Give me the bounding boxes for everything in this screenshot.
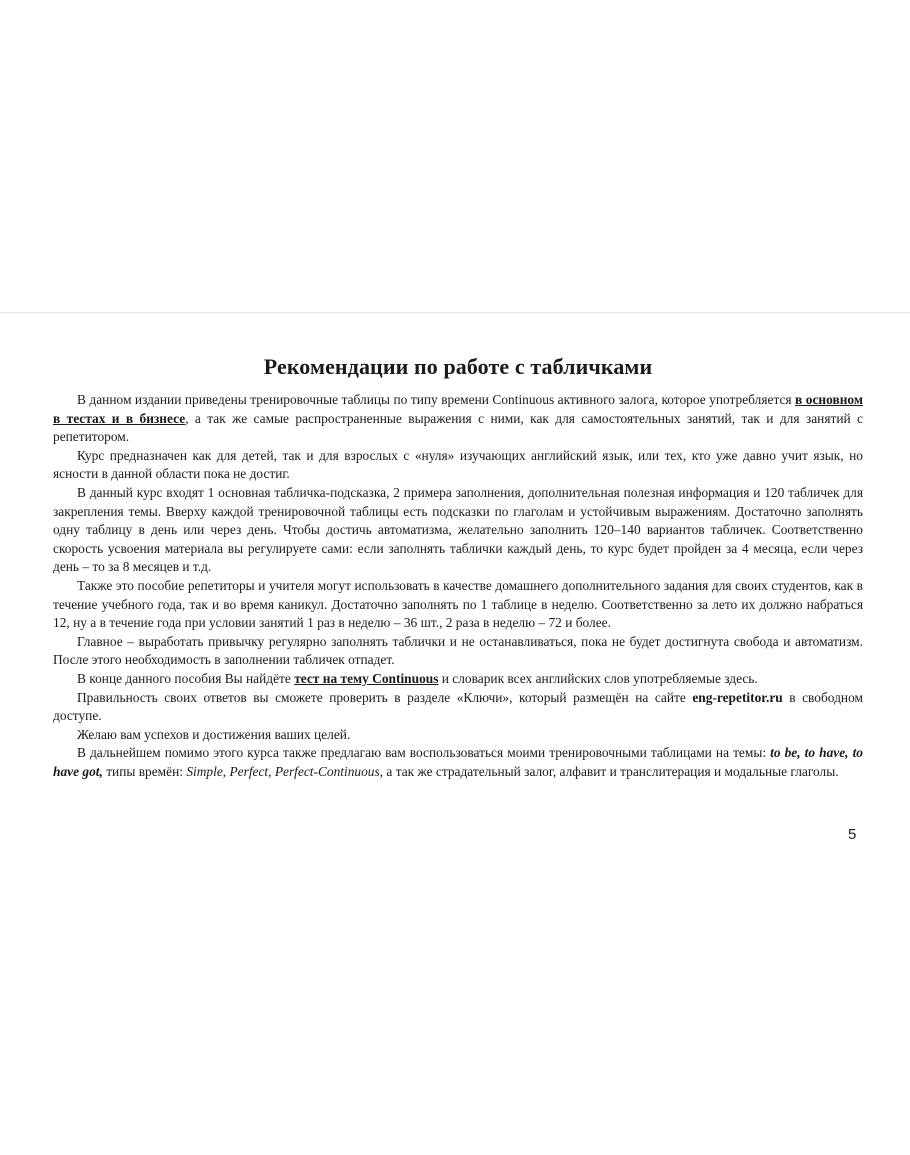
paragraph-wishes: Желаю вам успехов и достижения ваших целей. — [77, 726, 351, 742]
paragraph-audience: Курс предназначен как для детей, так и для взрослых с «нуля» изучающих английский язык, или тех, кто уже давно учит язык, но ясности в данной области пока не достиг. — [53, 447, 863, 482]
paragraph-intro-text: В данном издании приведены тренировочные таблицы по типу времени Continuous активного залога, которое употребляется — [77, 392, 796, 407]
paragraph-other-courses — [53, 744, 863, 781]
website-name: eng-repetitor.ru — [692, 689, 783, 705]
paragraph-test-text: В конце данного пособия Вы найдёте — [77, 670, 295, 686]
emphasis-test-continuous: тест на тему Continuous — [294, 670, 439, 686]
paragraph-other-tail: , а так же страдательный залог, алфавит и транслитерация и модальные глаголы. — [379, 763, 839, 779]
page-divider — [0, 312, 910, 313]
paragraph-intro — [53, 391, 863, 447]
page-title: Рекомендации по работе с табличками — [263, 354, 653, 379]
paragraph-answers — [53, 689, 863, 726]
paragraph-other-text: В дальнейшем помимо этого курса также предлагаю вам воспользоваться моими тренировочными таблицами на темы: — [77, 745, 771, 761]
paragraph-test-info — [53, 670, 863, 689]
emphasis-tests-business: в основном в тестах и в бизнесе — [53, 392, 863, 426]
paragraph-answers-tail: в свободном доступе. — [53, 689, 863, 724]
paragraph-answers-text: Правильность своих ответов вы сможете проверить в разделе «Ключи», который размещён на сайте — [77, 689, 693, 705]
page-number: 5 — [848, 826, 857, 843]
document-body — [53, 391, 863, 781]
paragraph-intro-tail: , а так же самые распространенные выражения с ними, как для самостоятельных занятий, так и для занятий с репетитором. — [53, 410, 863, 445]
emphasis-tenses: Simple, Perfect, Perfect-Continuous — [186, 763, 380, 779]
paragraph-other-mid: типы времён: — [102, 763, 187, 779]
document-page — [53, 353, 863, 781]
emphasis-topics: to be, to have, to have got, — [53, 745, 863, 779]
paragraph-tutors: Также это пособие репетиторы и учителя могут использовать в качестве домашнего дополнительного задания для своих студентов, как в течение учебного года, так и во время каникул. Достаточно заполнять по 1 таблице в неделю. Соответственно за лето их должно набраться 12, ну а в течение года при условии занятий 1 раз в неделю – 36 шт., 2 раза в неделю – 72 и более. — [53, 577, 863, 631]
paragraph-main-goal: Главное – выработать привычку регулярно заполнять таблички и не останавливаться, пока не будет достигнута свобода и автоматизм. После этого необходимость в заполнении табличек отпадет. — [53, 633, 863, 668]
paragraph-course-contents: В данный курс входят 1 основная табличка-подсказка, 2 примера заполнения, дополнительная полезная информация и 120 табличек для закрепления темы. Вверху каждой тренировочной таблицы есть подсказки по глаголам и устойчивым выражениям. Достаточно заполнять одну таблицу в день или через день. Чтобы достичь автоматизма, желательно заполнить 120–140 вариантов табличек. Соответственно скорость усвоения материала вы регулируете сами: если заполнять таблички каждый день, то курс будет пройден за 4 месяца, если через день – то за 8 месяцев и т.д. — [53, 484, 863, 575]
paragraph-test-tail: и словарик всех английских слов употребляемые здесь. — [438, 670, 758, 686]
